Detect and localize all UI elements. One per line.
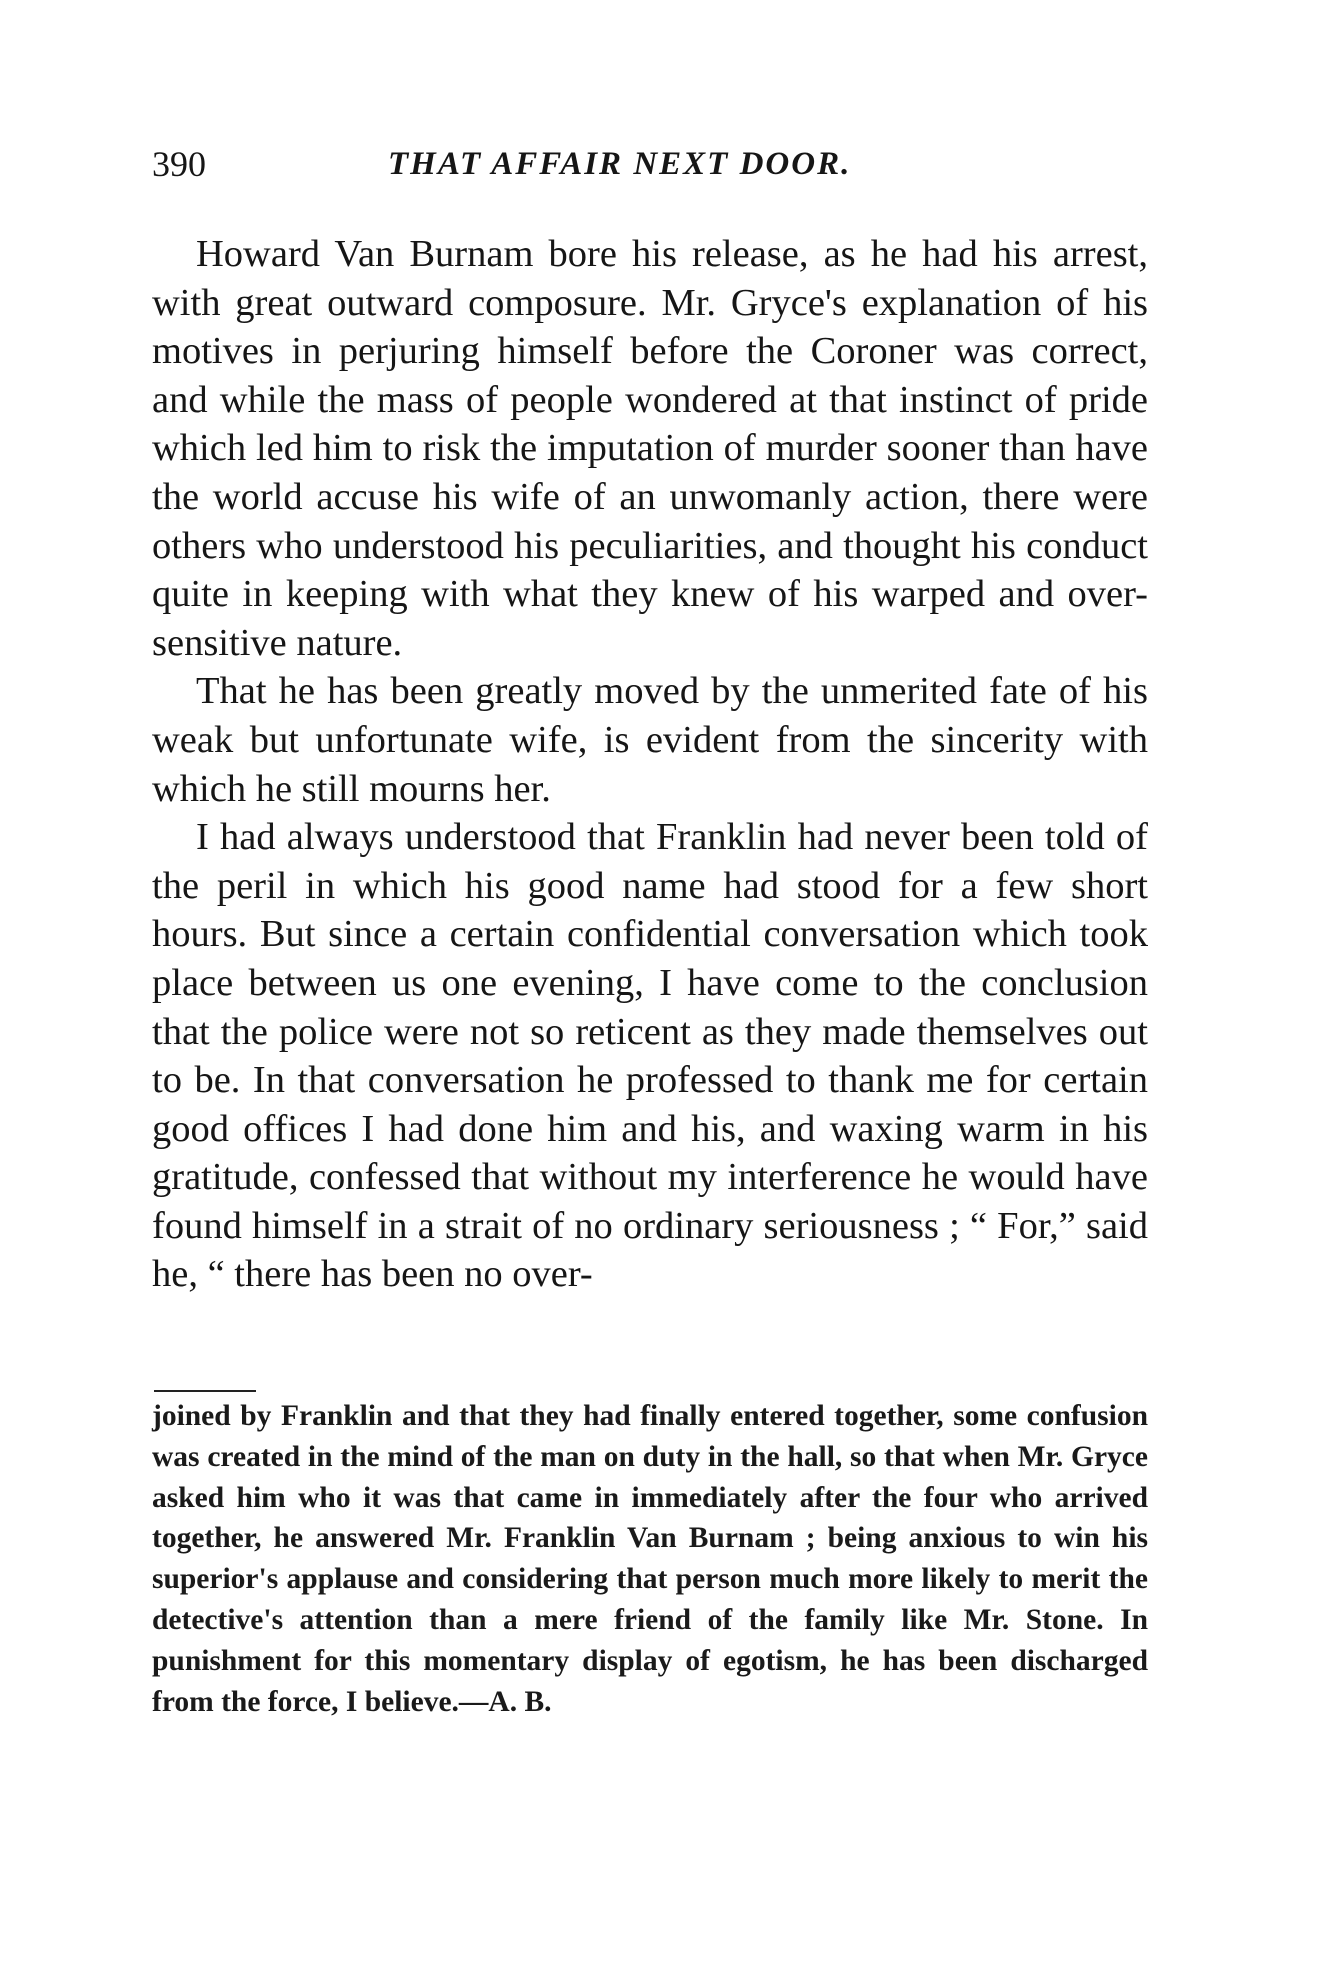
body-paragraph: That he has been greatly moved by the unmerited fate of his weak but unfortunate wife, is evident from the sincerity with which he still mourns her.	[152, 670, 1148, 810]
running-head	[152, 138, 1152, 190]
footnote	[152, 1396, 1148, 1722]
running-title: THAT AFFAIR NEXT DOOR.	[388, 146, 852, 182]
body-text	[152, 230, 1148, 1299]
footnote-divider	[154, 1390, 256, 1392]
footnote-text: joined by Franklin and that they had finally entered together, some confusion was created in the mind of the man on duty in the hall, so that when Mr. Gryce asked him who it was that came in immediately after the four who arrived together, he answered Mr. Franklin Van Burnam ; being anxious to win his superior's applause and considering that person much more likely to merit the detective's attention than a mere friend of the family like Mr. Stone. In punishment for this momentary display of egotism, he has been discharged from the force, I believe.—A. B.	[152, 1400, 1148, 1718]
page-number: 390	[152, 144, 206, 184]
body-paragraph: Howard Van Burnam bore his release, as he had his arrest, with great outward composure. Mr. Gryce's explanation of his motives in perjuring himself before the Coroner was correct, and while the mass of people wondered at that instinct of pride which led him to risk the imputation of murder sooner than have the world accuse his wife of an unwomanly action, there were others who understood his peculiarities, and thought his conduct quite in keeping with what they knew of his warped and over-sensitive nature.	[152, 233, 1148, 664]
body-paragraph: I had always understood that Franklin had never been told of the peril in which his good name had stood for a few short hours. But since a certain confidential conversation which took place between us one evening, I have come to the conclusion that the police were not so reticent as they made themselves out to be. In that conversation he professed to thank me for certain good offices I had done him and his, and waxing warm in his gratitude, confessed that without my interference he would have found himself in a strait of no ordinary seriousness ; “ For,” said he, “ there has been no over-	[152, 816, 1148, 1296]
